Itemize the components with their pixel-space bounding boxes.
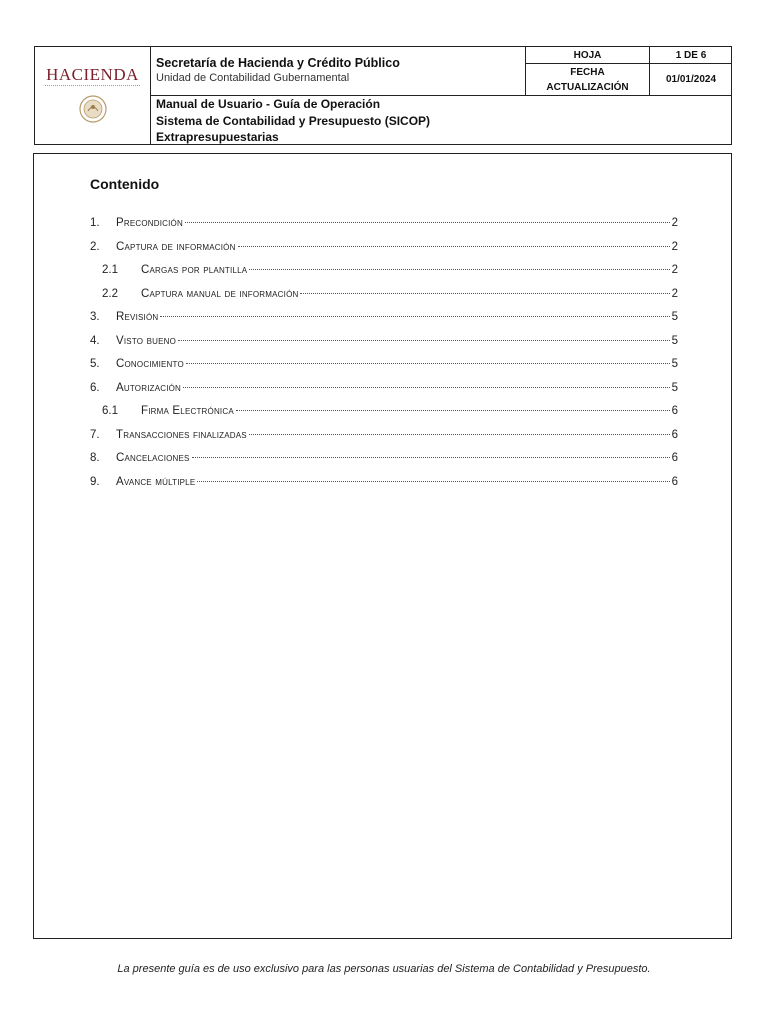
- toc-entry-number: 6.: [90, 381, 100, 394]
- logo-wordmark: HACIENDA: [46, 65, 139, 84]
- toc-entry[interactable]: [90, 476, 678, 500]
- manual-title: [156, 96, 430, 146]
- header-divider: [525, 63, 731, 64]
- date-value: 01/01/2024: [665, 74, 717, 85]
- toc-entry[interactable]: [90, 264, 678, 288]
- document-header: [34, 46, 732, 145]
- toc-entry-page: 6: [671, 428, 678, 441]
- toc-entry-number: 7.: [90, 428, 100, 441]
- toc-entry-label: Avance múltiple: [116, 475, 196, 488]
- toc-entry[interactable]: [90, 335, 678, 359]
- toc-entry-page: 2: [671, 287, 678, 300]
- toc-entry-page: 6: [671, 452, 678, 464]
- toc-leader-dots: [192, 457, 670, 458]
- toc-entry-page: 2: [671, 264, 678, 276]
- toc-entry-number: 1.: [90, 217, 100, 229]
- toc-leader-dots: [160, 316, 669, 317]
- toc-entry[interactable]: [90, 452, 678, 476]
- toc-title: Contenido: [90, 176, 160, 192]
- toc-leader-dots: [183, 387, 670, 388]
- manual-title-line: Manual de Usuario - Guía de Operación: [156, 97, 381, 111]
- toc-leader-dots: [249, 269, 669, 270]
- toc-entry-number: 2.: [90, 240, 100, 253]
- toc-entry-label: Cancelaciones: [116, 452, 190, 464]
- toc-entry[interactable]: [90, 382, 678, 406]
- date-label-line: FECHA: [570, 67, 605, 78]
- unit-name: Unidad de Contabilidad Gubernamental: [156, 72, 350, 84]
- toc-entry-number: 8.: [90, 452, 100, 464]
- toc-leader-dots: [186, 363, 670, 364]
- manual-title-line: Sistema de Contabilidad y Presupuesto (SICOP): [156, 113, 431, 128]
- toc-entry-number: 6.1: [102, 405, 118, 417]
- toc-leader-dots: [185, 222, 670, 223]
- toc-entry-label: Transacciones finalizadas: [116, 428, 247, 441]
- date-label-line: ACTUALIZACIÓN: [546, 82, 629, 93]
- toc-entry[interactable]: [90, 241, 678, 265]
- manual-title-line: Extrapresupuestarias: [156, 130, 279, 144]
- toc-entry[interactable]: [90, 429, 678, 453]
- toc-entry[interactable]: [90, 311, 678, 335]
- toc-entry-number: 2.1: [102, 264, 118, 276]
- page-content: [33, 153, 732, 939]
- toc-entry-label: Autorización: [116, 381, 182, 394]
- toc-entry-label: Captura manual de información: [141, 287, 299, 300]
- logo-subtitle-line: [45, 85, 140, 88]
- hacienda-logo: [35, 47, 150, 144]
- toc-entry[interactable]: [90, 358, 678, 382]
- toc-entry-label: Captura de información: [116, 240, 236, 253]
- toc-entry-number: 3.: [90, 311, 100, 323]
- footer-note: La presente guía es de uso exclusivo para las personas usuarias del Sistema de Contabilidad y Presupuesto.: [117, 963, 651, 975]
- toc-entry-page: 6: [671, 405, 678, 417]
- toc-entry-label: Conocimiento: [116, 358, 184, 370]
- toc-entry[interactable]: [90, 405, 678, 429]
- toc-leader-dots: [238, 246, 670, 247]
- toc-entry-label: Cargas por plantilla: [141, 264, 248, 276]
- toc-leader-dots: [300, 293, 669, 294]
- toc-entry-number: 4.: [90, 334, 100, 347]
- toc-entry-number: 2.2: [102, 287, 118, 300]
- toc-entry-page: 5: [671, 334, 678, 347]
- toc-leader-dots: [197, 481, 669, 482]
- sheet-value: 1 DE 6: [675, 50, 707, 61]
- toc-entry-number: 9.: [90, 475, 100, 488]
- toc-leader-dots: [249, 434, 670, 435]
- toc-leader-dots: [236, 410, 670, 411]
- sheet-label: HOJA: [573, 50, 602, 61]
- toc-entry-page: 5: [671, 358, 678, 370]
- organization-name: Secretaría de Hacienda y Crédito Público: [156, 56, 400, 70]
- toc-entry-label: Firma Electrónica: [141, 405, 234, 417]
- toc-entry-page: 2: [671, 217, 678, 229]
- toc-entry-page: 5: [671, 311, 678, 323]
- toc-leader-dots: [178, 340, 670, 341]
- toc-entry-label: Precondición: [116, 217, 183, 229]
- date-label: [526, 65, 649, 95]
- table-of-contents: [90, 217, 678, 499]
- toc-entry-page: 2: [671, 240, 678, 253]
- toc-entry-label: Revisión: [116, 311, 159, 323]
- toc-entry[interactable]: [90, 217, 678, 241]
- toc-entry[interactable]: [90, 288, 678, 312]
- toc-entry-page: 5: [671, 381, 678, 394]
- toc-entry-page: 6: [671, 475, 678, 488]
- national-seal-icon: [78, 94, 108, 124]
- toc-entry-number: 5.: [90, 358, 100, 370]
- toc-entry-label: Visto bueno: [116, 334, 177, 347]
